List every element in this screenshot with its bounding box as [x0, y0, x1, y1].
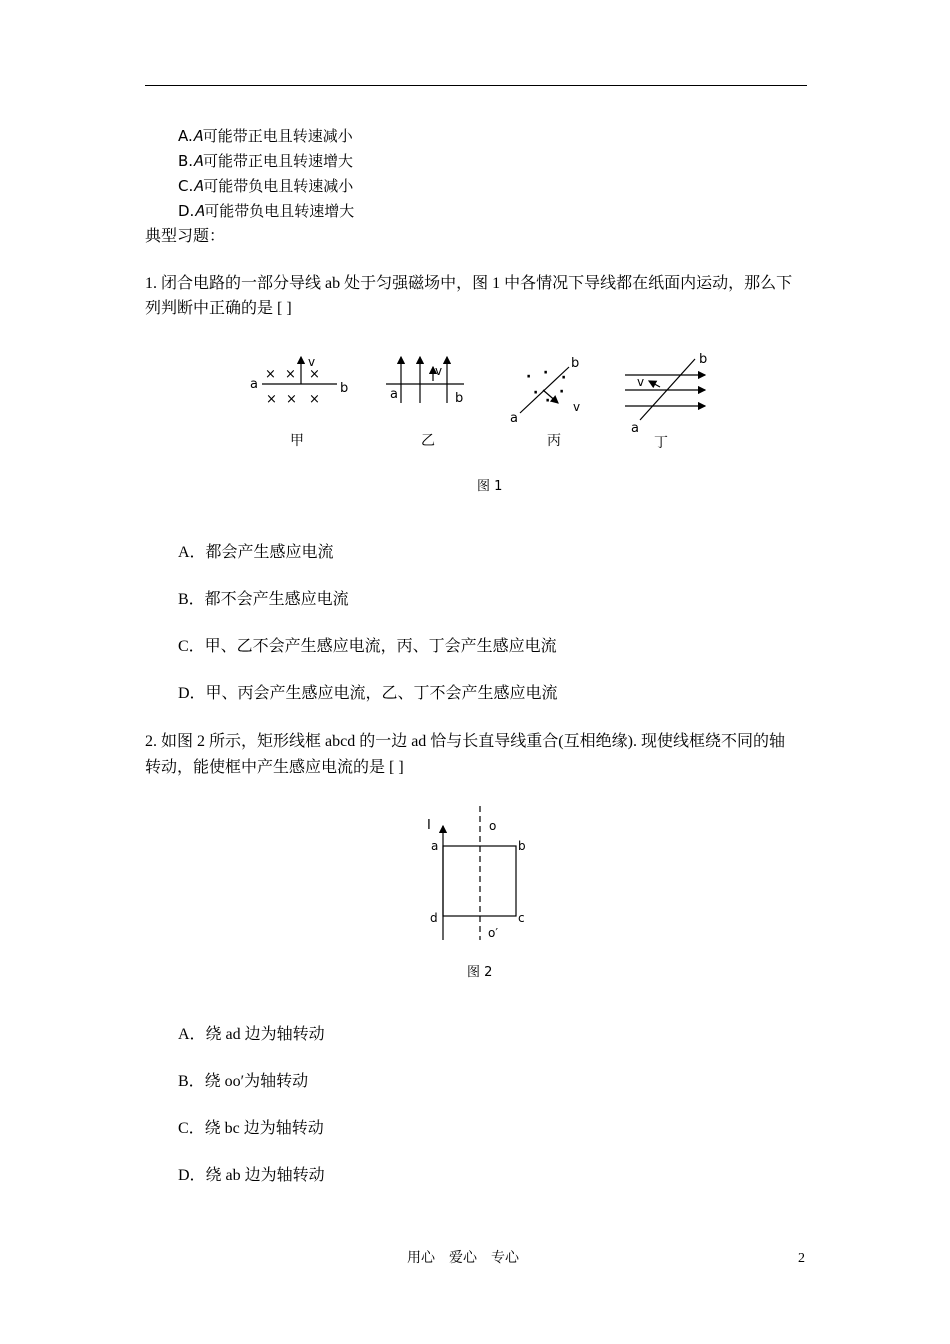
- field-cross: ×: [309, 367, 320, 382]
- section-title: 典型习题：: [145, 228, 226, 245]
- prev-option-a: A.𝐴可能带正电且转速减小: [178, 127, 353, 145]
- corner-a-label: a: [431, 839, 439, 853]
- q1-option-a: A．都会产生感应电流: [178, 544, 334, 561]
- velocity-arrow: [649, 381, 660, 387]
- field-cross: ×: [285, 367, 296, 382]
- velocity-label: v: [435, 364, 443, 378]
- field-cross: ×: [309, 392, 320, 407]
- q2-stem-line1: 2. 如图 2 所示，矩形线框 abcd 的一边 ad 恰与长直导线重合(互相绝缘). 现使线框绕不同的轴: [145, 733, 785, 750]
- field-dot: ·: [561, 370, 567, 386]
- end-a-label: a: [510, 411, 518, 426]
- end-a-label: a: [250, 377, 258, 392]
- axis-bottom-label: o′: [488, 926, 499, 940]
- panel-label-yi: 乙: [421, 433, 435, 449]
- end-b-label: b: [699, 352, 708, 367]
- figure-1-caption: 图 1: [477, 479, 503, 494]
- header-rule: [145, 85, 807, 86]
- corner-d-label: d: [430, 911, 438, 925]
- q2-option-d: D．绕 ab 边为轴转动: [178, 1167, 325, 1184]
- current-label: I: [427, 818, 431, 833]
- axis-top-label: o: [489, 819, 497, 833]
- q1-option-d: D．甲、丙会产生感应电流，乙、丁不会产生感应电流: [178, 685, 558, 702]
- footer-motto: 用心 爱心 专心: [407, 1251, 519, 1266]
- figure-1: [240, 345, 730, 505]
- end-b-label: b: [455, 391, 464, 406]
- corner-b-label: b: [518, 839, 526, 853]
- panel-label-bing: 丙: [547, 433, 561, 449]
- q2-option-a: A．绕 ad 边为轴转动: [178, 1026, 325, 1043]
- q1-option-b: B．都不会产生感应电流: [178, 591, 349, 608]
- velocity-label: v: [308, 355, 316, 369]
- end-b-label: b: [340, 381, 349, 396]
- end-b-label: b: [571, 356, 580, 371]
- figure-2: [420, 800, 540, 985]
- panel-bing: [510, 356, 580, 449]
- field-dot: ·: [533, 385, 539, 401]
- panel-yi: [386, 357, 464, 449]
- q2-option-b: B．绕 oo′为轴转动: [178, 1073, 309, 1090]
- field-dot: ·: [545, 393, 551, 409]
- field-cross: ×: [266, 392, 277, 407]
- end-a-label: a: [390, 387, 398, 402]
- field-dot: ·: [543, 365, 549, 381]
- panel-label-jia: 甲: [290, 433, 304, 449]
- corner-c-label: c: [518, 911, 525, 925]
- prev-option-b: B.𝐴可能带正电且转速增大: [178, 152, 354, 170]
- panel-jia: [250, 355, 348, 449]
- q2-stem-line2: 转动，能使框中产生感应电流的是 [ ]: [145, 759, 404, 776]
- q1-option-c: C．甲、乙不会产生感应电流，丙、丁会产生感应电流: [178, 638, 557, 655]
- panel-ding: [625, 352, 707, 451]
- prev-option-c: C.𝐴可能带负电且转速减小: [178, 177, 354, 195]
- field-cross: ×: [265, 367, 276, 382]
- velocity-label: v: [637, 375, 645, 389]
- prev-option-d: D.𝐴可能带负电且转速增大: [178, 202, 355, 220]
- field-dot: ·: [559, 384, 565, 400]
- panel-label-ding: 丁: [654, 435, 668, 451]
- field-dot: ·: [526, 369, 532, 385]
- q1-stem-line2: 列判断中正确的是 [ ]: [145, 300, 292, 317]
- q2-option-c: C．绕 bc 边为轴转动: [178, 1120, 324, 1137]
- field-cross: ×: [286, 392, 297, 407]
- figure-2-caption: 图 2: [467, 965, 493, 980]
- velocity-label: v: [573, 400, 581, 414]
- end-a-label: a: [631, 421, 639, 436]
- page-number: 2: [798, 1251, 805, 1266]
- q1-stem-line1: 1. 闭合电路的一部分导线 ab 处于匀强磁场中，图 1 中各情况下导线都在纸面内运动，那么下: [145, 275, 793, 292]
